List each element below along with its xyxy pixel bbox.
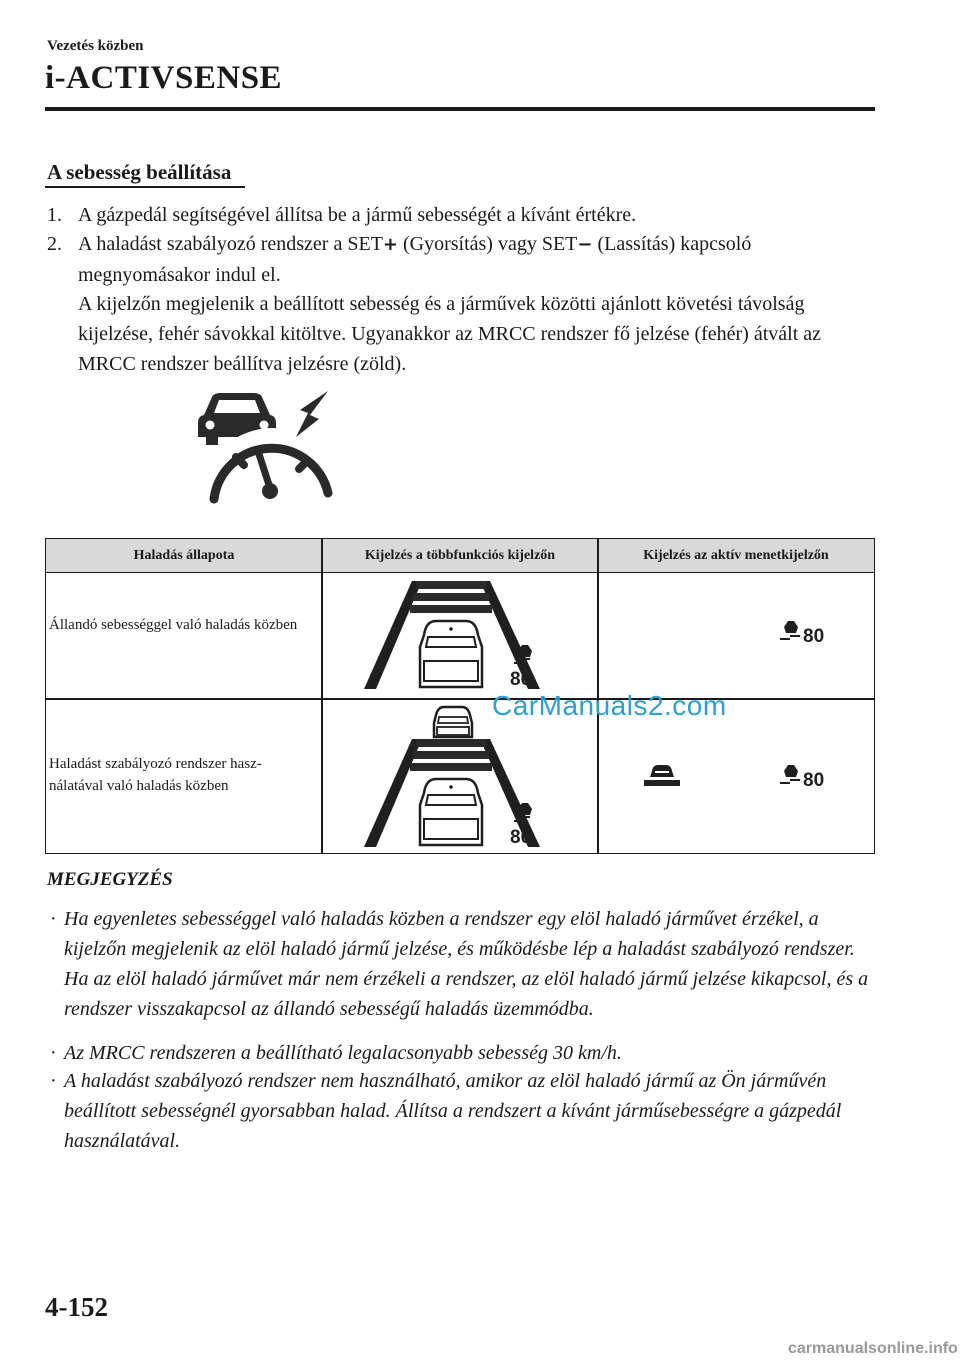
section-label: Vezetés közben — [47, 38, 144, 54]
plus-symbol: + — [382, 234, 398, 255]
table-header-active-display: Kijelzés az aktív menetkijelzőn — [598, 539, 874, 573]
step-text: A gázpedál segítségével állítsa be a jármű sebességét a kívánt értékre. — [78, 204, 637, 226]
note-text: A haladást szabályozó rendszer nem használható, amikor az elöl haladó jármű az Ön járművén beállított sebességnél gyorsabban halad. Állítsa a rendszert a kívánt járműsebességre a gázpedál használatával. — [64, 1070, 842, 1152]
own-car-icon — [420, 779, 482, 845]
active-display-graphic — [776, 619, 866, 647]
step-number: 1. — [47, 204, 62, 226]
step-text-part: (Lassítás) kapcsoló megnyomásakor indul el. — [78, 233, 752, 286]
set-speed-value: 80 — [803, 770, 825, 791]
multi-display-graphic — [364, 701, 554, 851]
subheading-underline — [45, 186, 245, 188]
front-car-icon — [434, 707, 472, 737]
table-header-multi-display: Kijelzés a többfunkciós kijelzőn — [322, 539, 598, 573]
row-divider — [46, 698, 874, 700]
multi-display-graphic — [364, 577, 554, 695]
step-text — [78, 229, 878, 290]
note-title: MEGJEGYZÉS — [47, 869, 173, 890]
bullet: · — [50, 1042, 57, 1064]
step-continuation: A kijelzőn megjelenik a beállított sebesség és a járművek közötti ajánlott követési távolság kijelzése, fehér sávokkal kitöltve. Ugyanakkor az MRCC rendszer fő jelzése (fehér) átvált az MRCC rendszer beállítva jelzésre (zöld). — [78, 293, 822, 375]
step-text-part: A haladást szabályozó rendszer a SET — [78, 233, 383, 255]
note-item — [50, 1038, 870, 1068]
display-table — [45, 538, 875, 854]
subheading: A sebesség beállítása — [47, 160, 232, 184]
bullet: · — [50, 1070, 57, 1092]
watermark: CarManuals2.com — [492, 690, 727, 721]
note-text: Ha egyenletes sebességgel való haladás közben a rendszer egy elöl haladó járművet érzékel, a kijelzőn megjelenik az elöl haladó jármű jelzése, és működésbe lép a haladást szabályozó rendszer. Ha az elöl haladó járművet már nem érzékeli a rendszer, az elöl haladó jármű jelzése kikapcsol, és a rendszer visszakapcsol az állandó sebességű haladás üzemmódba. — [64, 908, 869, 1020]
table-row-state: Állandó sebességgel való haladás közben — [49, 617, 298, 633]
page-number: 4-152 — [45, 1292, 108, 1322]
header-divider — [45, 107, 875, 111]
step-number: 2. — [47, 233, 62, 255]
page-title: i-ACTIVSENSE — [45, 60, 283, 96]
bullet: · — [50, 908, 57, 930]
set-speed-value: 80 — [510, 669, 532, 690]
minus-symbol: − — [577, 234, 593, 255]
column-divider — [321, 539, 323, 853]
front-vehicle-icon — [642, 761, 682, 789]
distance-icon — [780, 621, 800, 639]
table-row-state: Haladást szabályozó rendszer hasz-nálatával való haladás közben — [49, 756, 262, 794]
set-speed-value: 80 — [510, 827, 532, 848]
step-text-part: (Gyorsítás) vagy SET — [397, 233, 578, 255]
active-display-graphic — [776, 763, 866, 791]
set-speed-value: 80 — [803, 626, 825, 647]
mrcc-indicator-icon — [190, 385, 340, 510]
note-item — [50, 1066, 870, 1156]
note-item — [50, 904, 870, 1024]
footer-watermark: carmanualsonline.info — [788, 1340, 958, 1357]
own-car-icon — [420, 621, 482, 687]
note-text: Az MRCC rendszeren a beállítható legalacsonyabb sebesség 30 km/h. — [64, 1042, 622, 1064]
distance-icon — [780, 765, 800, 783]
table-header-state: Haladás állapota — [46, 539, 322, 573]
